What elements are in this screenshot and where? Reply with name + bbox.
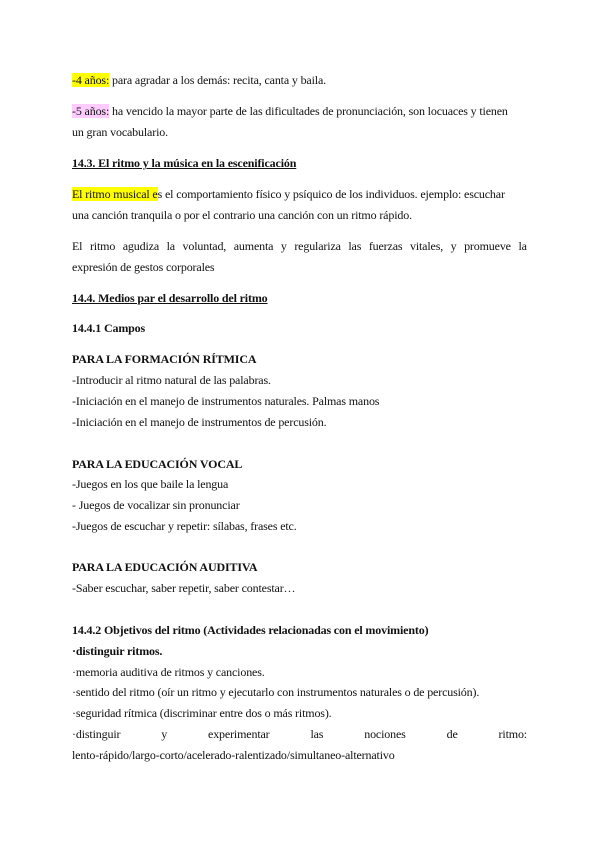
heading-14-4-1: 14.4.1 Campos bbox=[72, 321, 146, 335]
list-item: - Juegos de vocalizar sin pronunciar bbox=[72, 498, 240, 512]
word: las bbox=[310, 727, 324, 741]
paragraph-ritmo-musical-line2: una canción tranquila o por el contrario una canción con un ritmo rápido. bbox=[72, 208, 412, 222]
heading-14-4-2: 14.4.2 Objetivos del ritmo (Actividades relacionadas con el movimiento) bbox=[72, 623, 429, 637]
list-item: -Introducir al ritmo natural de las palabras. bbox=[72, 373, 271, 387]
word: promueve bbox=[464, 239, 511, 253]
list-item: ·seguridad rítmica (discriminar entre dos o más ritmos). bbox=[72, 706, 332, 720]
auditiva-title: PARA LA EDUCACIÓN AUDITIVA bbox=[72, 560, 258, 574]
distinguir-nociones-line2: lento-rápido/largo-corto/acelerado-ralentizado/simultaneo-alternativo bbox=[72, 748, 395, 762]
highlight-ritmo-musical: El ritmo musical e bbox=[72, 187, 158, 201]
paragraph-agudiza-line2: expresión de gestos corporales bbox=[72, 260, 215, 274]
word: nociones bbox=[364, 727, 406, 741]
distinguir-nociones bbox=[72, 727, 527, 741]
word: experimentar bbox=[208, 727, 270, 741]
list-item: -Juegos en los que baile la lengua bbox=[72, 477, 229, 491]
word: ·distinguir bbox=[72, 727, 121, 741]
word: las bbox=[348, 239, 362, 253]
word: voluntad, bbox=[182, 239, 227, 253]
word: ritmo bbox=[89, 239, 116, 253]
ritmica-title: PARA LA FORMACIÓN RÍTMICA bbox=[72, 352, 257, 366]
distinguir-title: ·distinguir ritmos. bbox=[72, 644, 163, 658]
word: la bbox=[166, 239, 175, 253]
word: fuerzas bbox=[368, 239, 403, 253]
heading-14-4: 14.4. Medios par el desarrollo del ritmo bbox=[72, 291, 268, 305]
word: la bbox=[518, 239, 527, 253]
paragraph-agudiza bbox=[72, 239, 527, 253]
word: regulariza bbox=[294, 239, 341, 253]
word: de bbox=[446, 727, 458, 741]
word: vitales, bbox=[409, 239, 444, 253]
paragraph-agudiza-line1 bbox=[72, 239, 527, 253]
word: y bbox=[280, 239, 287, 253]
paragraph-ritmo-musical-line1: El ritmo musical es el comportamiento físico y psíquico de los individuos. ejemplo: escuchar bbox=[72, 187, 505, 201]
word: ritmo: bbox=[498, 727, 527, 741]
list-item: ·sentido del ritmo (oír un ritmo y ejecutarlo con instrumentos naturales o de percusión). bbox=[72, 685, 480, 699]
list-item: -Iniciación en el manejo de instrumentos naturales. Palmas manos bbox=[72, 394, 380, 408]
list-item: ·memoria auditiva de ritmos y canciones. bbox=[72, 665, 265, 679]
paragraph-4-anos: -4 años: para agradar a los demás: recita, canta y baila. bbox=[72, 73, 327, 87]
word: agudiza bbox=[122, 239, 160, 253]
highlight-5-anos: -5 años: bbox=[72, 104, 110, 118]
list-item: -Juegos de escuchar y repetir: sílabas, frases etc. bbox=[72, 519, 297, 533]
distinguir-nociones-line1 bbox=[72, 727, 527, 741]
heading-14-3: 14.3. El ritmo y la música en la escenificación bbox=[72, 156, 297, 170]
list-item: -Saber escuchar, saber repetir, saber contestar… bbox=[72, 581, 296, 595]
word: y bbox=[450, 239, 457, 253]
paragraph-5-anos-line2: un gran vocabulario. bbox=[72, 125, 168, 139]
highlight-4-anos: -4 años: bbox=[72, 73, 110, 87]
paragraph-5-anos-line1: -5 años: ha vencido la mayor parte de las dificultades de pronunciación, son locuaces y tienen bbox=[72, 104, 508, 118]
word: El bbox=[72, 239, 83, 253]
vocal-title: PARA LA EDUCACIÓN VOCAL bbox=[72, 457, 243, 471]
list-item: -Iniciación en el manejo de instrumentos de percusión. bbox=[72, 415, 327, 429]
word: y bbox=[161, 727, 168, 741]
word: aumenta bbox=[233, 239, 274, 253]
